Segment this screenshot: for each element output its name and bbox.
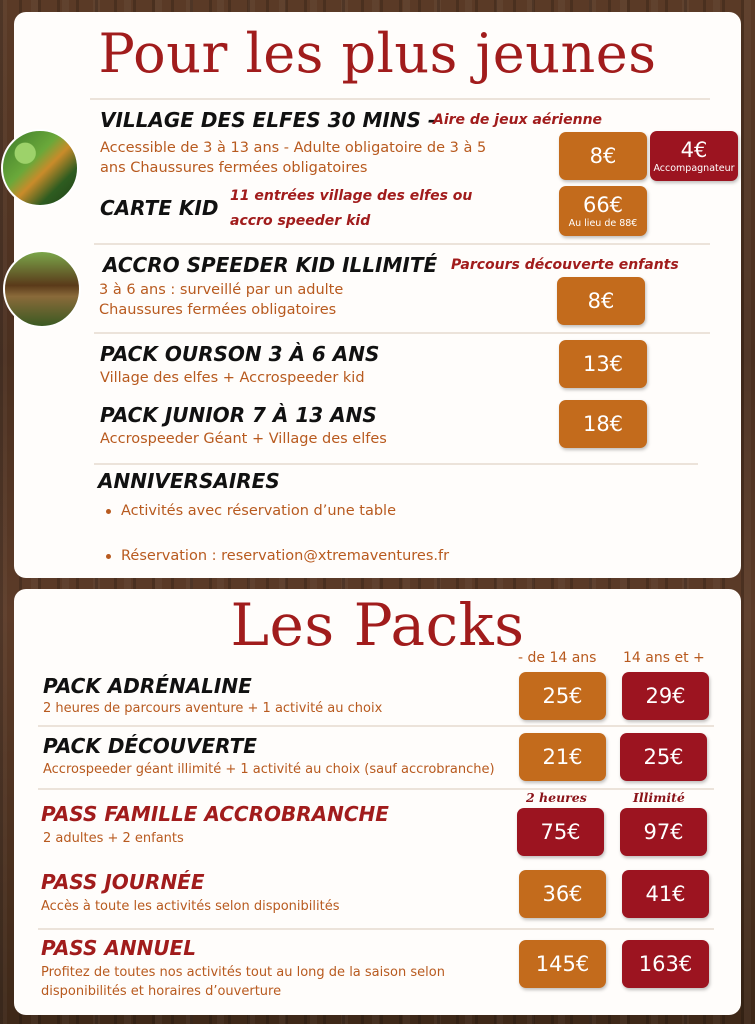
divider bbox=[38, 725, 714, 727]
accro-speeder-desc-1: 3 à 6 ans : surveillé par un adulte bbox=[99, 282, 344, 298]
pack-decouverte-desc: Accrospeeder géant illimité + 1 activité au choix (sauf accrobranche) bbox=[43, 762, 495, 777]
carte-kid-tagline-1: 11 entrées village des elfes ou bbox=[230, 188, 473, 204]
pass-annuel-desc-2: disponibilités et horaires d’ouverture bbox=[41, 984, 282, 999]
anniversaires-heading: ANNIVERSAIRES bbox=[98, 469, 280, 493]
pass-annuel-price-over14 bbox=[622, 940, 709, 988]
pass-annuel-price-under14 bbox=[519, 940, 606, 988]
price-note: Au lieu de 88€ bbox=[568, 217, 638, 229]
divider bbox=[90, 98, 710, 100]
pass-journee-price-under14 bbox=[519, 870, 606, 918]
divider bbox=[94, 243, 710, 245]
section-title-young: Pour les plus jeunes bbox=[98, 22, 657, 85]
pass-famille-desc: 2 adultes + 2 enfants bbox=[43, 831, 184, 846]
price-value: 41€ bbox=[645, 882, 686, 906]
village-desc-2: ans Chaussures fermées obligatoires bbox=[100, 160, 368, 176]
carte-kid-tagline-2: accro speeder kid bbox=[230, 213, 371, 229]
price-value: 25€ bbox=[542, 684, 583, 708]
divider bbox=[38, 788, 714, 790]
accro-speeder-heading: ACCRO SPEEDER KID ILLIMITÉ bbox=[103, 253, 438, 277]
section-title-packs: Les Packs bbox=[230, 591, 525, 659]
forest-course-photo bbox=[3, 250, 81, 328]
pack-decouverte-heading: PACK DÉCOUVERTE bbox=[43, 734, 257, 758]
price-value: 18€ bbox=[582, 412, 624, 436]
pack-junior-heading: PACK JUNIOR 7 À 13 ANS bbox=[100, 403, 377, 427]
pack-decouverte-price-over14 bbox=[620, 733, 707, 781]
pack-junior-desc: Accrospeeder Géant + Village des elfes bbox=[100, 431, 387, 447]
carte-kid-price bbox=[559, 186, 647, 236]
price-value: 13€ bbox=[582, 352, 624, 376]
column-over-14: 14 ans et + bbox=[623, 650, 705, 666]
village-heading: VILLAGE DES ELFES 30 MINS – bbox=[100, 108, 438, 132]
price-value: 8€ bbox=[587, 289, 615, 313]
pack-ourson-heading: PACK OURSON 3 À 6 ANS bbox=[100, 342, 380, 366]
column-two-hours: 2 heures bbox=[526, 790, 587, 805]
pack-ourson-price bbox=[559, 340, 647, 388]
price-value: 29€ bbox=[645, 684, 686, 708]
accro-speeder-price bbox=[557, 277, 645, 325]
price-value: 66€ bbox=[582, 192, 624, 217]
price-value: 75€ bbox=[540, 820, 581, 844]
pass-journee-desc: Accès à toute les activités selon disponibilités bbox=[41, 899, 340, 914]
accro-speeder-desc-2: Chaussures fermées obligatoires bbox=[99, 302, 337, 318]
price-note: Accompagnateur bbox=[653, 162, 735, 174]
young-section bbox=[14, 12, 741, 578]
village-desc-1: Accessible de 3 à 13 ans - Adulte obligatoire de 3 à 5 bbox=[100, 140, 487, 156]
village-price bbox=[559, 132, 647, 180]
pass-famille-price-unlimited bbox=[620, 808, 707, 856]
packs-section bbox=[14, 589, 741, 1015]
pack-decouverte-price-under14 bbox=[519, 733, 606, 781]
treetop-playground-photo bbox=[1, 129, 79, 207]
price-value: 8€ bbox=[589, 144, 617, 168]
bullet-text: Activités avec réservation d’une table bbox=[121, 503, 396, 519]
column-under-14: - de 14 ans bbox=[518, 650, 597, 666]
price-value: 4€ bbox=[680, 137, 708, 162]
divider bbox=[94, 463, 698, 465]
pack-adrenaline-price-under14 bbox=[519, 672, 606, 720]
village-tagline: Aire de jeux aérienne bbox=[433, 112, 603, 128]
divider bbox=[38, 928, 714, 930]
pass-famille-price-two-hours bbox=[517, 808, 604, 856]
anniversaires-bullet-1 bbox=[106, 501, 396, 521]
pack-adrenaline-price-over14 bbox=[622, 672, 709, 720]
price-value: 25€ bbox=[643, 745, 684, 769]
column-unlimited: Illimité bbox=[633, 790, 685, 805]
price-value: 21€ bbox=[542, 745, 583, 769]
pack-adrenaline-desc: 2 heures de parcours aventure + 1 activité au choix bbox=[43, 701, 383, 716]
pack-junior-price bbox=[559, 400, 647, 448]
divider bbox=[94, 332, 710, 334]
price-value: 145€ bbox=[535, 952, 590, 976]
pack-ourson-desc: Village des elfes + Accrospeeder kid bbox=[100, 370, 365, 386]
pass-famille-heading: PASS FAMILLE ACCROBRANCHE bbox=[41, 802, 389, 826]
carte-kid-heading: CARTE KID bbox=[100, 196, 219, 220]
pack-adrenaline-heading: PACK ADRÉNALINE bbox=[43, 674, 252, 698]
price-value: 163€ bbox=[638, 952, 693, 976]
bullet-text: Réservation : reservation@xtremaventures.fr bbox=[121, 548, 450, 564]
pass-annuel-heading: PASS ANNUEL bbox=[41, 936, 196, 960]
price-value: 97€ bbox=[643, 820, 684, 844]
accro-speeder-tagline: Parcours découverte enfants bbox=[451, 257, 679, 273]
pass-annuel-desc-1: Profitez de toutes nos activités tout au long de la saison selon bbox=[41, 965, 445, 980]
pass-journee-price-over14 bbox=[622, 870, 709, 918]
anniversaires-bullet-2 bbox=[106, 546, 449, 566]
companion-price bbox=[650, 131, 738, 181]
price-value: 36€ bbox=[542, 882, 583, 906]
bullet-icon bbox=[106, 509, 111, 514]
pass-journee-heading: PASS JOURNÉE bbox=[41, 870, 205, 894]
bullet-icon bbox=[106, 554, 111, 559]
